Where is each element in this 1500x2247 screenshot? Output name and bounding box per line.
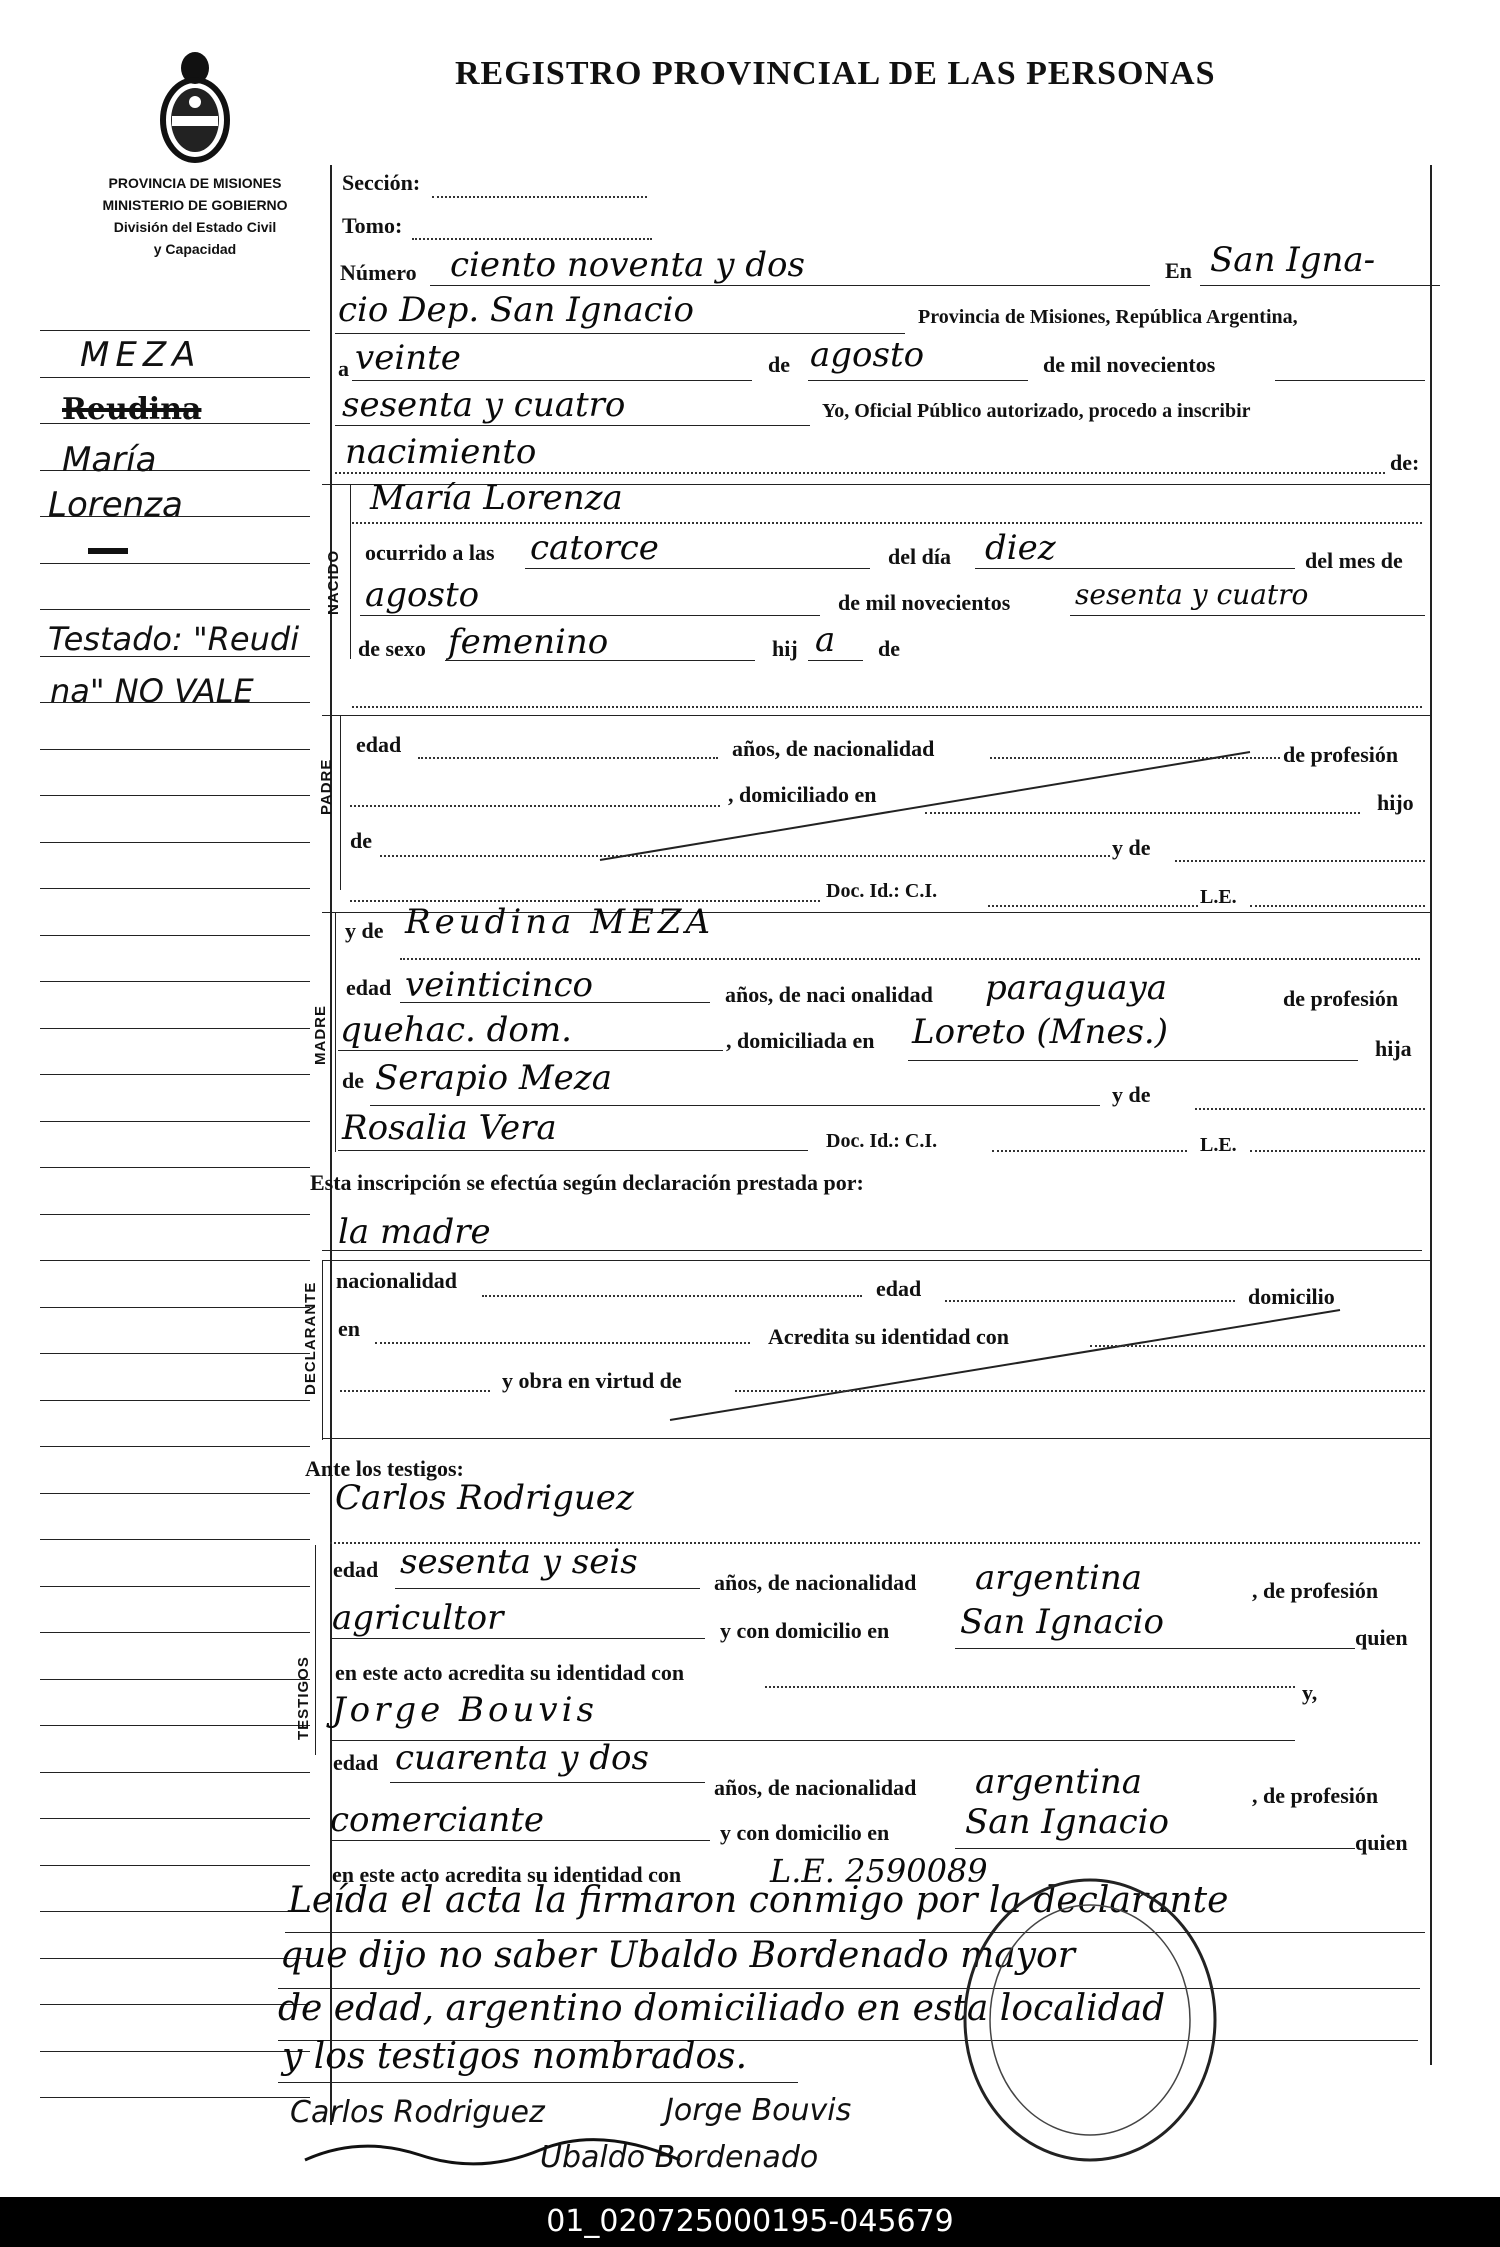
page-title: REGISTRO PROVINCIAL DE LAS PERSONAS — [455, 55, 1216, 92]
hij-value: a — [815, 620, 836, 660]
madre-y-de2-label: y de — [1112, 1082, 1151, 1107]
testigo2-id: L.E. 2590089 — [770, 1852, 988, 1890]
declarante-intro: Esta inscripción se efectúa según declaración prestada por: — [310, 1170, 864, 1195]
testigo1-edad-label: edad — [333, 1557, 379, 1582]
declarante-obra-label: y obra en virtud de — [502, 1368, 682, 1393]
closing-line3: de edad, argentino domiciliado en esta localidad — [278, 1988, 1166, 2029]
hij-label: hij — [772, 636, 798, 661]
year-value: sesenta y cuatro — [342, 385, 626, 425]
madre-edad-value: veinticinco — [405, 965, 593, 1005]
madre-de-label: de — [342, 1068, 364, 1093]
seccion-label: Sección: — [342, 170, 421, 195]
madre-nombre-value: Reudina MEZA — [405, 902, 715, 942]
closing-line4: y los testigos nombrados. — [282, 2036, 748, 2077]
testigo2-prof: comerciante — [330, 1800, 544, 1840]
province-text: Provincia de Misiones, República Argentina, — [918, 306, 1298, 328]
de-label: de — [768, 352, 790, 377]
testigo2-dom-label: y con domicilio en — [720, 1820, 890, 1845]
de2-label: de — [878, 636, 900, 661]
numero-value: ciento noventa y dos — [450, 245, 805, 285]
testigo1-prof: agricultor — [332, 1598, 504, 1638]
document-footer-code: 01_020725000195-045679 — [0, 2197, 1500, 2247]
hora-value: catorce — [530, 528, 659, 568]
madre-prof-value: quehac. dom. — [340, 1010, 572, 1050]
madre-edad-label: edad — [346, 975, 392, 1000]
en-value: San Igna- — [1210, 240, 1376, 280]
testigo1-quien: quien — [1355, 1625, 1408, 1650]
padre-hijo-label: hijo — [1377, 790, 1414, 815]
testigos-ante-label: Ante los testigos: — [305, 1456, 464, 1481]
sexo-label: de sexo — [358, 636, 426, 661]
testigo1-edad: sesenta y seis — [400, 1542, 638, 1582]
division-name: División del Estado Civil — [113, 219, 277, 235]
anio-value: sesenta y cuatro — [1075, 578, 1309, 611]
testigo2-edad-label: edad — [333, 1750, 379, 1775]
testigo2-dom: San Ignacio — [965, 1802, 1170, 1842]
testigo2-quien: quien — [1355, 1830, 1408, 1855]
signature-flourish — [300, 2130, 700, 2180]
acto-value: nacimiento — [345, 432, 537, 472]
province-name: PROVINCIA DE MISIONES — [108, 175, 282, 191]
dia-value: diez — [985, 528, 1056, 568]
testigo1-anios-label: años, de nacionalidad — [714, 1570, 917, 1595]
testigo1-y: y, — [1302, 1680, 1318, 1705]
nombre-value: María Lorenza — [370, 478, 623, 518]
closing-line1: Leída el acta la firmaron conmigo por la declarante — [288, 1880, 1229, 1921]
padre-y-de-label: y de — [1112, 835, 1151, 860]
testigo1-dom: San Ignacio — [960, 1602, 1165, 1642]
de-colon: de: — [1390, 450, 1420, 475]
declarante-nacionalidad-label: nacionalidad — [336, 1268, 458, 1293]
sexo-value: femenino — [448, 622, 609, 662]
testigo2-anios-label: años, de nacionalidad — [714, 1775, 917, 1800]
testigo2-acto: en este acto acredita su identidad con — [332, 1862, 682, 1887]
madre-domiciliada-label: , domiciliada en — [726, 1028, 875, 1053]
section-label-padre: PADRE — [318, 758, 335, 815]
year-label: de mil novecientos — [1043, 352, 1216, 377]
testigo2-nac: argentina — [975, 1762, 1143, 1802]
closing-line2: que dijo no saber Ubaldo Bordenado mayor — [280, 1935, 1075, 1976]
padre-edad-label: edad — [356, 732, 402, 757]
madre-dom-value: Loreto (Mnes.) — [912, 1012, 1168, 1052]
ocurrido-label: ocurrido a las — [365, 540, 495, 565]
del-dia-label: del día — [888, 544, 951, 569]
official-stamp — [950, 1870, 1230, 2170]
madre-padre-value: Serapio Meza — [375, 1058, 612, 1098]
declarante-acredita-label: Acredita su identidad con — [768, 1324, 1010, 1349]
signature-1: Carlos Rodriguez — [290, 2095, 545, 2130]
del-mes-label: del mes de — [1305, 548, 1403, 573]
testigo2-prof-label: , de profesión — [1252, 1783, 1379, 1808]
a-label: a — [338, 356, 349, 381]
signature-3: Ubaldo Bordenado — [540, 2140, 819, 2175]
tomo-label: Tomo: — [342, 213, 403, 238]
section-label-testigos: TESTIGOS — [295, 1656, 312, 1740]
margin-note-2: na" NO VALE — [50, 672, 254, 710]
madre-le-label: L.E. — [1200, 1134, 1237, 1156]
section-label-madre: MADRE — [312, 1005, 329, 1065]
padre-profesion-label: de profesión — [1283, 742, 1399, 767]
testigo1-nac: argentina — [975, 1558, 1143, 1598]
madre-hija-label: hija — [1375, 1036, 1412, 1061]
testigo1-name: Carlos Rodriguez — [335, 1478, 634, 1518]
ministry-name: MINISTERIO DE GOBIERNO — [102, 197, 288, 213]
margin-struck-name: Reudina — [62, 392, 202, 427]
margin-given2: Lorenza — [48, 485, 183, 525]
testigo1-acto: en este acto acredita su identidad con — [335, 1660, 685, 1685]
padre-domiciliado-label: , domiciliado en — [728, 782, 877, 807]
madre-profesion-label: de profesión — [1283, 986, 1399, 1011]
testigo1-prof-label: , de profesión — [1252, 1578, 1379, 1603]
madre-nac-value: paraguaya — [985, 968, 1167, 1008]
signature-2: Jorge Bouvis — [665, 2093, 852, 2128]
oficial-text: Yo, Oficial Público autorizado, procedo a inscribir — [822, 400, 1251, 422]
padre-doc-label: Doc. Id.: C.I. — [826, 880, 938, 902]
declarante-value: la madre — [338, 1212, 491, 1252]
numero-label: Número — [340, 260, 417, 285]
padre-anios-label: años, de nacionalidad — [732, 736, 935, 761]
madre-anios-label: años, de naci onalidad — [725, 982, 933, 1007]
margin-surname: MEZA — [80, 335, 202, 375]
declarante-edad-label: edad — [876, 1276, 922, 1301]
day-value: veinte — [355, 338, 461, 378]
section-label-nacido: NACIDO — [325, 549, 342, 615]
en-label: En — [1165, 258, 1192, 283]
padre-le-label: L.E. — [1200, 886, 1237, 908]
madre-y-de-label: y de — [345, 918, 384, 943]
testigo2-edad: cuarenta y dos — [395, 1738, 649, 1778]
madre-doc-label: Doc. Id.: C.I. — [826, 1130, 938, 1152]
section-label-declarante: DECLARANTE — [302, 1281, 319, 1395]
mil-label: de mil novecientos — [838, 590, 1011, 615]
declarante-en-label: en — [338, 1316, 360, 1341]
margin-given1: María — [62, 440, 157, 480]
padre-de-label: de — [350, 828, 372, 853]
testigo1-dom-label: y con domicilio en — [720, 1618, 890, 1643]
declarante-domicilio-label: domicilio — [1248, 1284, 1335, 1309]
capacity-name: y Capacidad — [153, 241, 237, 257]
mes-value: agosto — [365, 575, 480, 615]
madre-madre-value: Rosalia Vera — [342, 1108, 557, 1148]
testigo2-name: Jorge Bouvis — [332, 1690, 598, 1730]
place-value: cio Dep. San Ignacio — [338, 290, 694, 330]
margin-note-1: Testado: "Reudi — [48, 620, 300, 658]
month-value: agosto — [810, 335, 925, 375]
